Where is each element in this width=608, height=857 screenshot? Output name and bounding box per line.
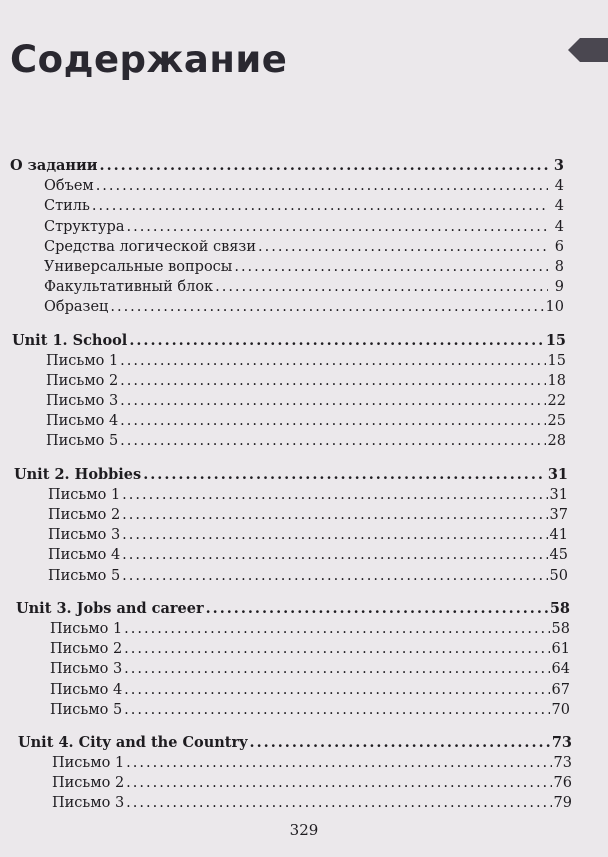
toc-item[interactable] — [10, 196, 564, 216]
dot-leader — [129, 331, 543, 351]
toc-item-label: Письмо 4 — [50, 681, 123, 698]
toc-page-number: 67 — [551, 681, 570, 698]
page-title: Содержание — [10, 38, 288, 81]
toc-page-number: 31 — [547, 465, 568, 483]
toc-section-title: Unit 1. School — [12, 331, 128, 349]
toc-item[interactable] — [16, 619, 570, 639]
toc-item[interactable] — [14, 485, 568, 505]
dot-leader — [124, 619, 549, 639]
dot-leader — [124, 680, 549, 700]
dot-leader — [122, 545, 547, 565]
dot-leader — [124, 639, 549, 659]
toc-item-label: Универсальные вопросы — [44, 258, 233, 275]
toc-page-number: 70 — [551, 701, 570, 718]
page-tab-marker — [568, 38, 608, 62]
toc-item-label: Факультативный блок — [44, 279, 214, 296]
toc-page-number: 9 — [554, 279, 564, 296]
toc-page-number: 37 — [549, 507, 568, 523]
toc-item-label: Структура — [44, 218, 125, 235]
toc-page-number: 45 — [549, 547, 568, 564]
toc-section — [0, 599, 608, 720]
toc-page-number: 8 — [554, 258, 564, 275]
toc-item[interactable] — [10, 277, 564, 297]
toc-page-number: 58 — [549, 599, 570, 617]
dot-leader — [206, 599, 548, 619]
toc-item[interactable] — [16, 700, 570, 720]
dot-leader — [215, 277, 548, 297]
toc-item-label: Письмо 1 — [46, 352, 119, 369]
toc-item[interactable] — [10, 217, 564, 237]
dot-leader — [92, 196, 548, 216]
toc-page-number: 64 — [551, 661, 570, 678]
toc-page-number: 79 — [553, 795, 572, 812]
toc-section — [0, 465, 608, 586]
toc-section — [0, 156, 608, 318]
toc-section-header[interactable] — [18, 733, 572, 753]
toc-item-label: Письмо 3 — [50, 661, 123, 678]
dot-leader — [122, 566, 547, 586]
dot-leader — [122, 525, 547, 545]
toc-page-number: 50 — [549, 567, 568, 584]
toc-section — [0, 331, 608, 452]
dot-leader — [120, 431, 545, 451]
toc-item[interactable] — [14, 566, 568, 586]
dot-leader — [120, 351, 545, 371]
toc-item[interactable] — [18, 753, 572, 773]
dot-leader — [122, 485, 547, 505]
toc-item-label: Письмо 3 — [46, 393, 119, 410]
toc-item-label: Стиль — [44, 198, 90, 215]
dot-leader — [96, 176, 548, 196]
dot-leader — [120, 411, 545, 431]
toc-item[interactable] — [10, 297, 564, 317]
dot-leader — [120, 391, 545, 411]
toc-page-number: 25 — [547, 413, 566, 430]
toc-section-header[interactable] — [16, 599, 570, 619]
toc-page-number: 28 — [547, 433, 566, 450]
toc-page-number: 22 — [547, 393, 566, 410]
dot-leader — [124, 659, 549, 679]
toc-item[interactable] — [10, 237, 564, 257]
toc-page-number: 61 — [551, 641, 570, 658]
dot-leader — [258, 237, 548, 257]
toc-item[interactable] — [12, 351, 566, 371]
toc-item[interactable] — [18, 793, 572, 813]
table-of-contents — [0, 156, 608, 814]
dot-leader — [234, 257, 548, 277]
toc-item-label: Письмо 5 — [46, 433, 119, 450]
dot-leader — [122, 505, 547, 525]
toc-item-label: Письмо 3 — [48, 527, 121, 544]
toc-item[interactable] — [14, 545, 568, 565]
dot-leader — [126, 217, 548, 237]
toc-item[interactable] — [12, 431, 566, 451]
toc-item[interactable] — [16, 680, 570, 700]
dot-leader — [124, 700, 549, 720]
toc-item-label: Письмо 4 — [48, 547, 121, 564]
toc-item-label: Письмо 1 — [50, 620, 123, 637]
toc-page-number: 15 — [547, 352, 566, 369]
toc-page-number: 4 — [554, 178, 564, 195]
toc-item[interactable] — [14, 505, 568, 525]
toc-item-label: Средства логической связи — [44, 238, 257, 255]
toc-item[interactable] — [12, 371, 566, 391]
toc-page-number: 73 — [551, 733, 572, 751]
toc-item[interactable] — [12, 391, 566, 411]
toc-item-label: Письмо 3 — [52, 795, 125, 812]
toc-item[interactable] — [18, 773, 572, 793]
page-number: 329 — [289, 821, 319, 839]
toc-page-number: 3 — [553, 157, 564, 174]
toc-item-label: Письмо 5 — [48, 567, 121, 584]
dot-leader — [250, 733, 550, 753]
toc-section-title: Unit 2. Hobbies — [14, 465, 142, 483]
toc-section-header[interactable] — [12, 331, 566, 351]
toc-item-label: Письмо 2 — [50, 641, 123, 658]
toc-page-number: 18 — [547, 372, 566, 389]
toc-item-label: Письмо 5 — [50, 701, 123, 718]
toc-section-header[interactable] — [10, 156, 564, 176]
toc-item-label: Письмо 1 — [48, 486, 121, 503]
toc-item[interactable] — [10, 257, 564, 277]
toc-item[interactable] — [12, 411, 566, 431]
toc-section-title: О задании — [10, 157, 98, 174]
toc-page-number: 41 — [549, 527, 568, 544]
toc-item[interactable] — [16, 659, 570, 679]
toc-section-title: Unit 4. City and the Country — [18, 733, 248, 751]
toc-page-number: 31 — [549, 486, 568, 503]
dot-leader — [110, 297, 543, 317]
toc-item[interactable] — [14, 525, 568, 545]
toc-page-number: 73 — [553, 755, 572, 772]
dot-leader — [126, 753, 551, 773]
dot-leader — [143, 465, 546, 485]
toc-item[interactable] — [10, 176, 564, 196]
toc-item-label: Письмо 1 — [52, 755, 125, 772]
toc-page-number: 76 — [553, 775, 572, 792]
toc-page-number: 15 — [545, 331, 566, 349]
toc-item-label: Объем — [44, 178, 94, 195]
toc-section-header[interactable] — [14, 465, 568, 485]
toc-item-label: Письмо 2 — [52, 775, 125, 792]
toc-item-label: Письмо 4 — [46, 413, 119, 430]
dot-leader — [100, 156, 548, 176]
toc-page-number: 58 — [551, 620, 570, 637]
toc-page-number: 6 — [554, 238, 564, 255]
dot-leader — [120, 371, 545, 391]
dot-leader — [126, 773, 551, 793]
toc-item-label: Письмо 2 — [46, 372, 119, 389]
toc-page-number: 4 — [554, 218, 564, 235]
toc-section — [0, 733, 608, 814]
toc-item-label: Образец — [44, 299, 109, 316]
toc-item-label: Письмо 2 — [48, 507, 121, 523]
toc-page-number: 4 — [554, 198, 564, 215]
dot-leader — [126, 793, 551, 813]
toc-section-title: Unit 3. Jobs and career — [16, 599, 204, 617]
toc-page-number: 10 — [545, 299, 564, 316]
toc-item[interactable] — [16, 639, 570, 659]
